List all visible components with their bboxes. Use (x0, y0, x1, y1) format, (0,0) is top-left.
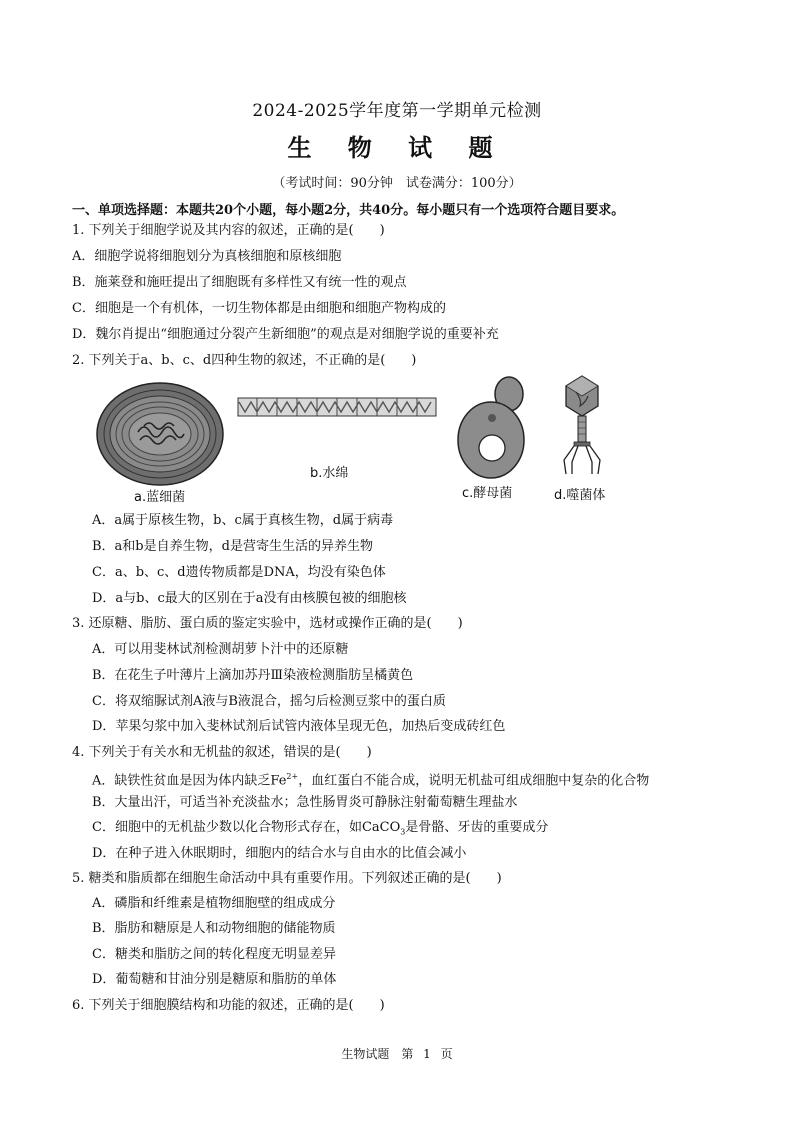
section-heading: 一、单项选择题：本题共20个小题，每小题2分，共40分。每小题只有一个选项符合题目要求。 (72, 203, 625, 218)
q4-option-c-subscript: 3 (400, 827, 406, 837)
q4-stem: 4. 下列关于有关水和无机盐的叙述，错误的是( ) (72, 745, 372, 760)
q3-option-b: B．在花生子叶薄片上滴加苏丹Ⅲ染液检测脂肪呈橘黄色 (92, 668, 414, 683)
q5-option-d: D．葡萄糖和甘油分别是糖原和脂肪的单体 (92, 972, 337, 987)
q5-option-a: A．磷脂和纤维素是植物细胞壁的组成成分 (92, 896, 336, 911)
q4-option-a-text-end: ，血红蛋白不能合成，说明无机盐可组成细胞中复杂的化合物 (298, 773, 650, 789)
q2-stem: 2. 下列关于a、b、c、d四种生物的叙述，不正确的是( ) (72, 353, 417, 368)
q3-option-c: C．将双缩脲试剂A液与B液混合，摇匀后检测豆浆中的蛋白质 (92, 694, 446, 709)
q3-stem: 3. 还原糖、脂肪、蛋白质的鉴定实验中，选材或操作正确的是( ) (72, 616, 463, 631)
q4-option-a (92, 768, 649, 790)
q6-stem: 6. 下列关于细胞膜结构和功能的叙述，正确的是( ) (72, 998, 385, 1013)
q3-option-a: A．可以用斐林试剂检测胡萝卜汁中的还原糖 (92, 642, 349, 657)
yeast-drawing (456, 374, 530, 480)
q4-option-a-superscript: 2+ (286, 772, 299, 781)
q2-option-a: A．a属于原核生物，b、c属于真核生物，d属于病毒 (92, 513, 394, 528)
q2-option-d: D．a与b、c最大的区别在于a没有由核膜包被的细胞核 (92, 591, 407, 606)
q4-option-c (92, 819, 548, 842)
label-spirogyra: b.水绵 (310, 466, 349, 481)
q1-option-c: C．细胞是一个有机体，一切生物体都是由细胞和细胞产物构成的 (72, 301, 446, 316)
q1-stem: 1. 下列关于细胞学说及其内容的叙述，正确的是( ) (72, 223, 385, 238)
q5-stem: 5. 糖类和脂质都在细胞生命活动中具有重要作用。下列叙述正确的是( ) (72, 871, 502, 886)
q4-option-b: B．大量出汗，可适当补充淡盐水；急性肠胃炎可静脉注射葡萄糖生理盐水 (92, 795, 518, 810)
q4-option-c-text-end: 是骨骼、牙齿的重要成分 (405, 820, 549, 835)
label-cyanobacterium: a.蓝细菌 (134, 490, 186, 505)
q4-option-c-text: C．细胞中的无机盐少数以化合物形式存在，如CaCO (92, 820, 401, 835)
q2-option-c: C．a、b、c、d遗传物质都是DNA，均没有染色体 (92, 565, 386, 580)
q2-option-b: B．a和b是自养生物，d是营寄生生活的异养生物 (92, 539, 373, 554)
label-yeast: c.酵母菌 (462, 486, 513, 501)
q4-option-a-text: A．缺铁性贫血是因为体内缺乏Fe (92, 773, 287, 789)
q1-option-a: A．细胞学说将细胞划分为真核细胞和原核细胞 (72, 249, 342, 264)
exam-subject: 生 物 试 题 (287, 133, 507, 162)
q3-option-d: D．苹果匀浆中加入斐林试剂后试管内液体呈现无色，加热后变成砖红色 (92, 719, 506, 734)
q1-option-b: B．施莱登和施旺提出了细胞既有多样性又有统一性的观点 (72, 275, 407, 290)
q1-option-d: D．魏尔肖提出“细胞通过分裂产生新细胞”的观点是对细胞学说的重要补充 (72, 327, 499, 342)
cyanobacterium-drawing (96, 382, 224, 486)
label-bacteriophage: d.噬菌体 (554, 488, 606, 503)
spirogyra-drawing (237, 396, 437, 418)
q4-option-d: D．在种子进入休眠期时，细胞内的结合水与自由水的比值会减小 (92, 846, 467, 861)
bacteriophage-drawing (558, 374, 606, 478)
q5-option-c: C．糖类和脂肪之间的转化程度无明显差异 (92, 947, 336, 962)
q2-organism-figure (96, 372, 656, 506)
page-footer: 生物试题 第 1 页 (341, 1047, 453, 1061)
exam-info: （考试时间：90分钟 试卷满分：100分） (272, 176, 522, 191)
exam-title: 2024-2025学年度第一学期单元检测 (252, 101, 542, 121)
q5-option-b: B．脂肪和糖原是人和动物细胞的储能物质 (92, 921, 336, 936)
